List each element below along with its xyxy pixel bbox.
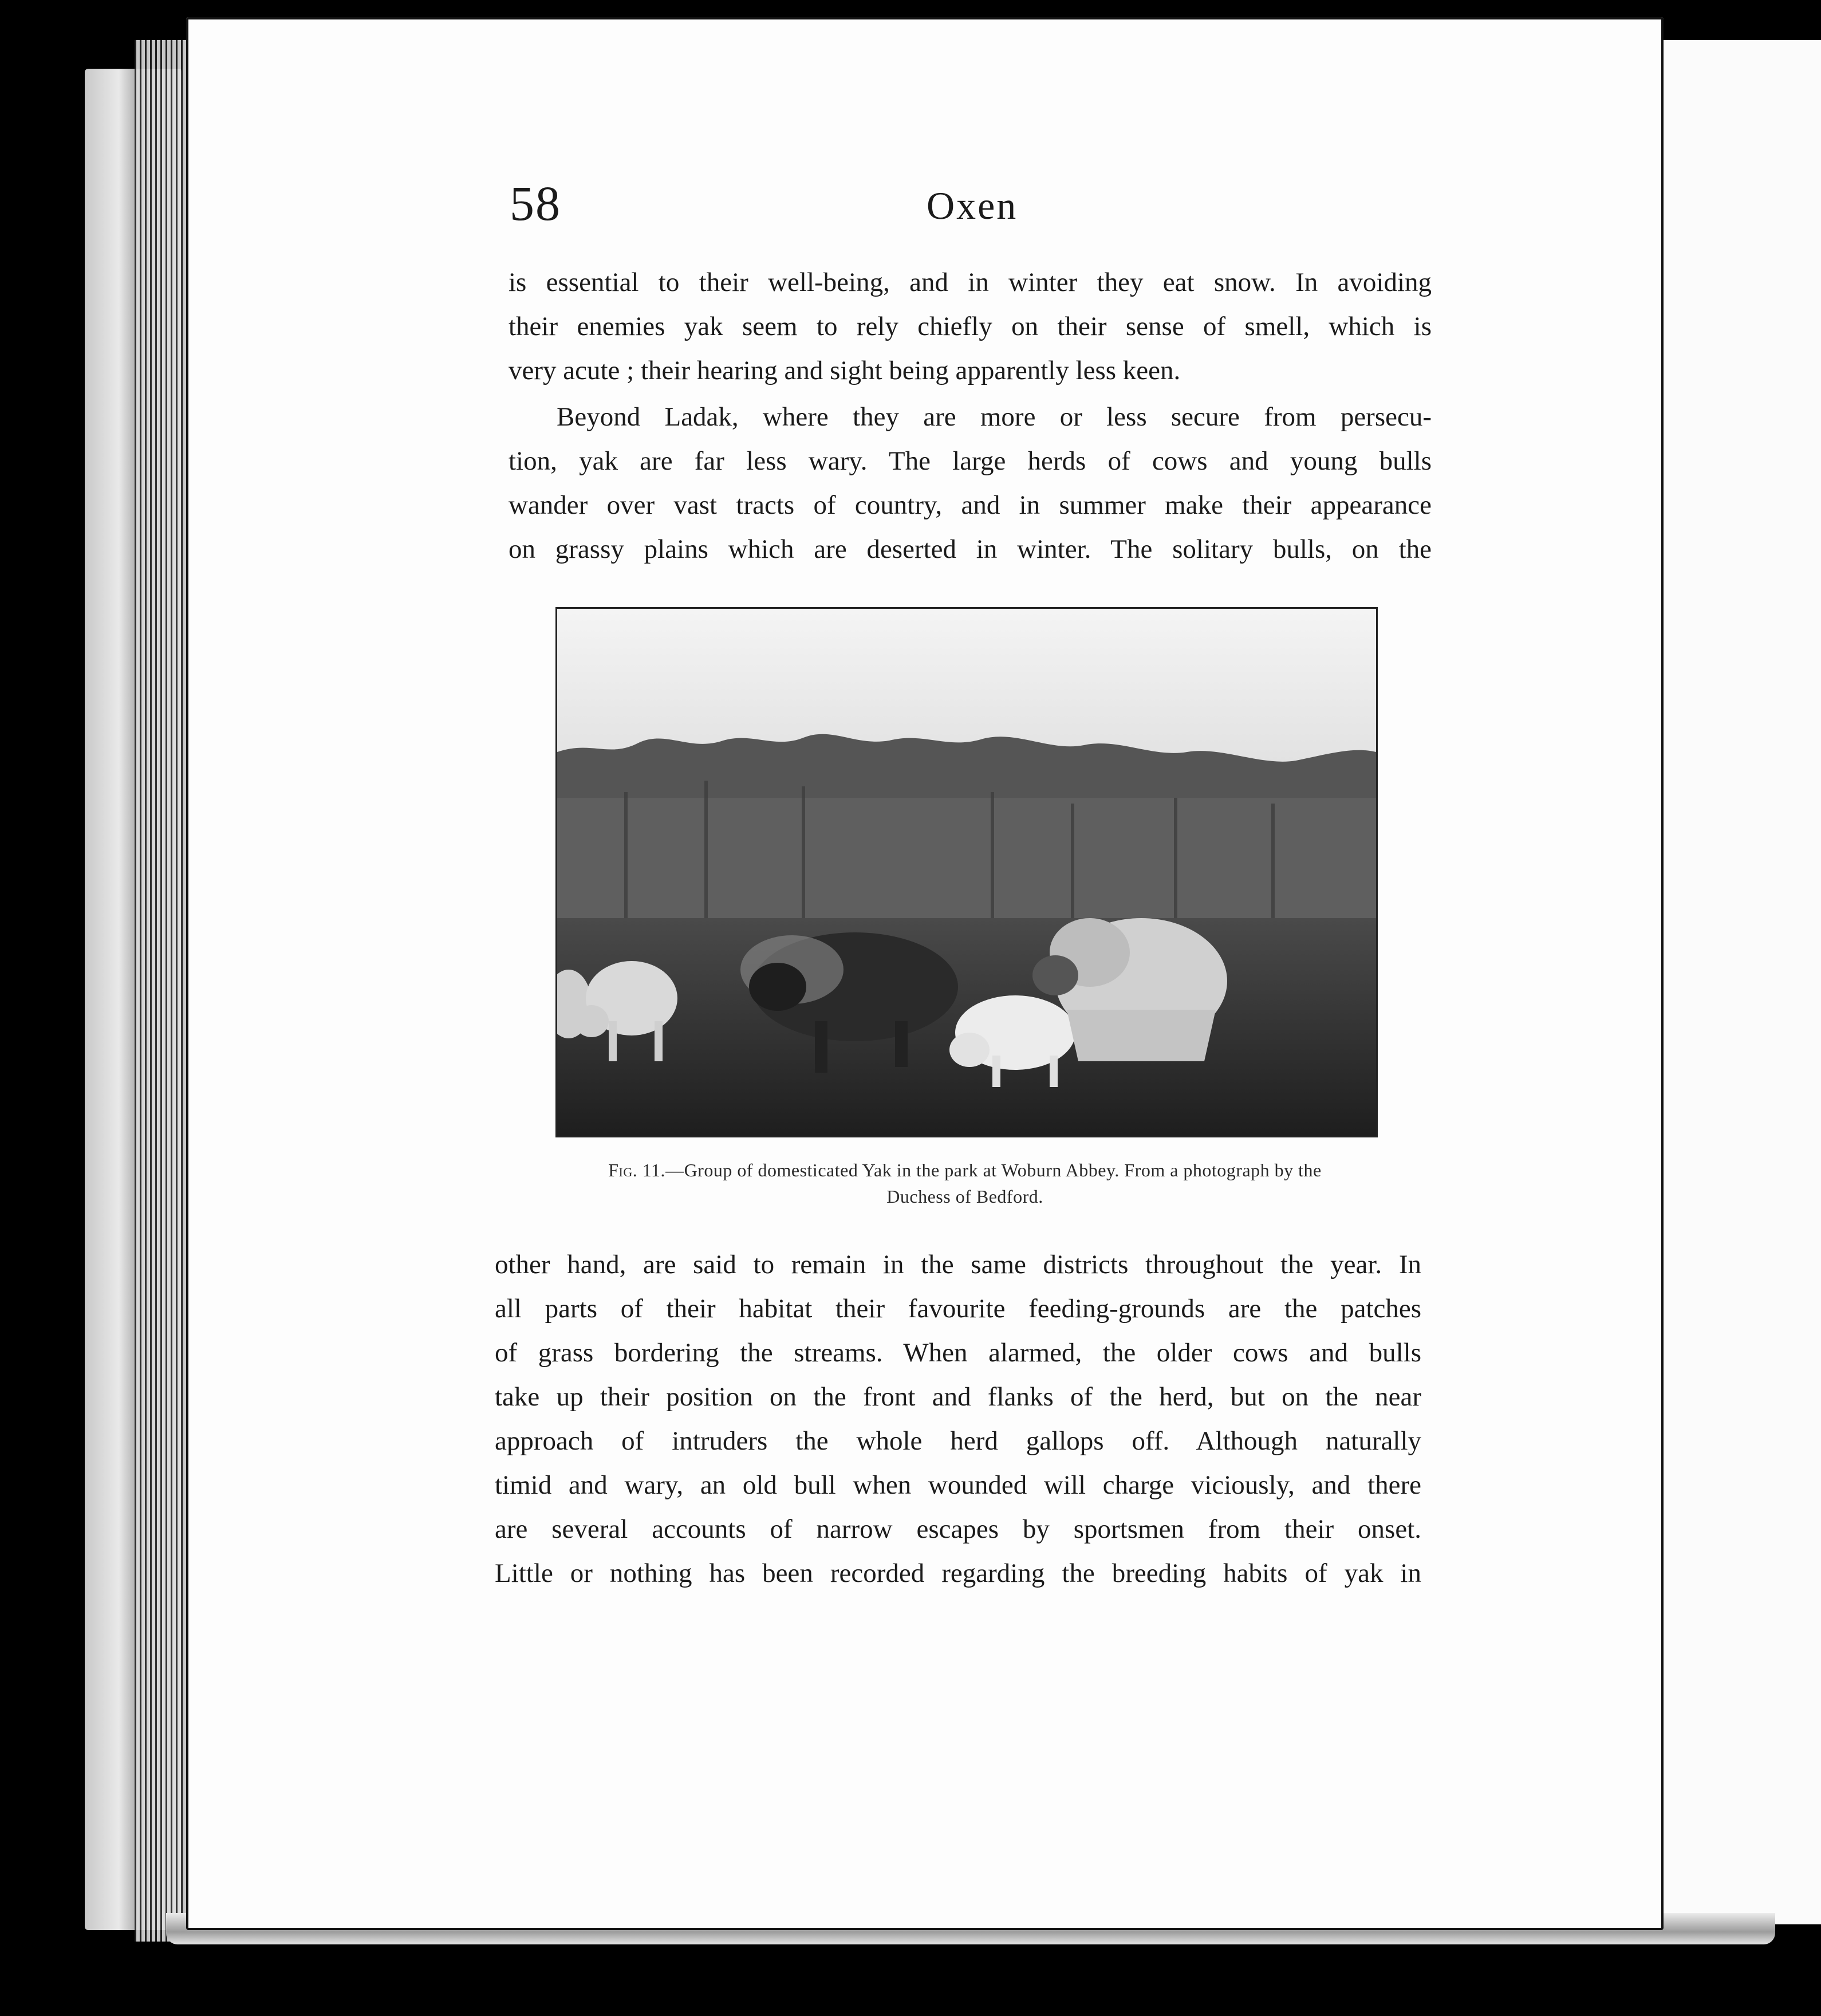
text-line: approach of intruders the whole herd gallops off. Although naturally	[495, 1426, 1421, 1456]
figure-caption	[515, 1157, 1414, 1210]
figure-label: Fig. 11.	[608, 1160, 666, 1180]
text-line: other hand, are said to remain in the same districts throughout the year. In	[495, 1250, 1421, 1279]
text-line: very acute ; their hearing and sight being apparently less keen.	[509, 356, 1181, 385]
paragraph-1	[509, 261, 1432, 393]
running-head: Oxen	[927, 184, 1018, 227]
caption-text: —Group of domesticated Yak in the park at Woburn Abbey. From a photograph by the	[665, 1160, 1322, 1180]
text-line: Little or nothing has been recorded regarding the breeding habits of yak in	[495, 1558, 1421, 1588]
page-edges	[135, 40, 189, 1942]
text-line: of grass bordering the streams. When alarmed, the older cows and bulls	[495, 1338, 1421, 1368]
text-line: take up their position on the front and flanks of the herd, but on the near	[495, 1382, 1421, 1412]
text-line: wander over vast tracts of country, and in summer make their appearance	[509, 490, 1432, 520]
yak-photograph	[555, 607, 1378, 1137]
text-line: are several accounts of narrow escapes by sportsmen from their onset.	[495, 1514, 1421, 1544]
text-line: timid and wary, an old bull when wounded will charge viciously, and there	[495, 1470, 1421, 1500]
text-line: their enemies yak seem to rely chiefly on their sense of smell, which is	[509, 312, 1432, 341]
paragraph-3	[495, 1243, 1421, 1596]
caption-text: Duchess of Bedford.	[886, 1186, 1043, 1207]
text-line: tion, yak are far less wary. The large herds of cows and young bulls	[509, 446, 1432, 476]
facing-page	[1649, 40, 1821, 1924]
text-line: on grassy plains which are deserted in winter. The solitary bulls, on the	[509, 534, 1432, 564]
text-line: Beyond Ladak, where they are more or less secure from persecu-	[557, 402, 1432, 432]
text-line: all parts of their habitat their favourite feeding-grounds are the patches	[495, 1294, 1421, 1324]
text-line: is essential to their well-being, and in winter they eat snow. In avoiding	[509, 267, 1432, 297]
paragraph-2	[509, 395, 1432, 572]
page-number: 58	[510, 176, 561, 231]
